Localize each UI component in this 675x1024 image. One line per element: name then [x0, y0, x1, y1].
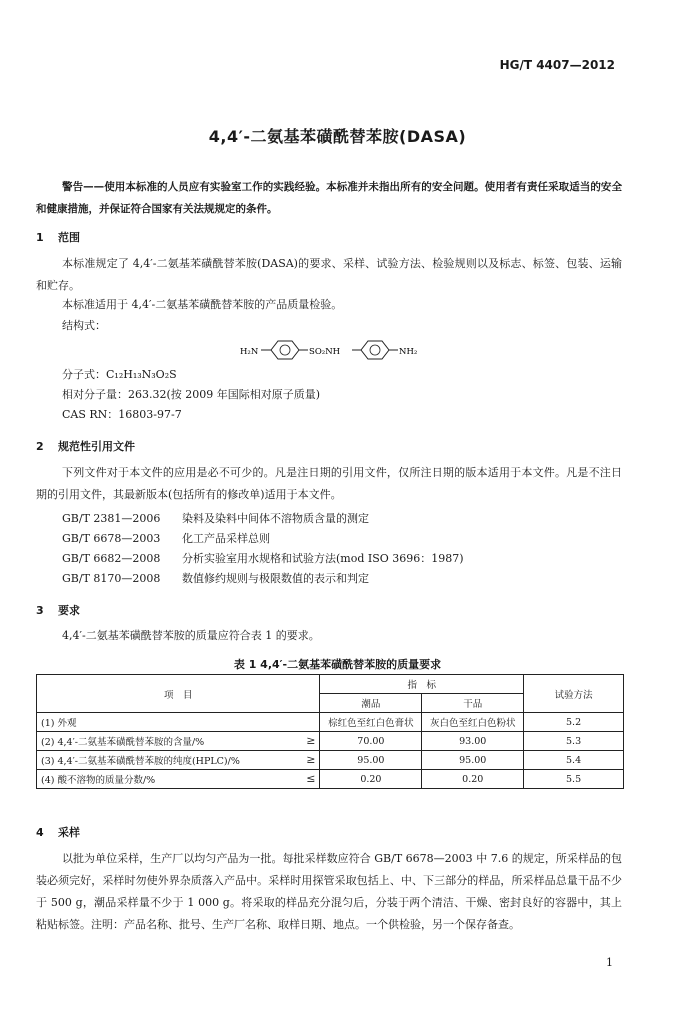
reference-title: 染料及染料中间体不溶物质含量的测定 — [182, 512, 369, 525]
header-dry-product: 干品 — [422, 694, 524, 713]
item-cell — [37, 770, 320, 789]
dry-value: 灰白色至红白色粉状 — [422, 713, 524, 732]
structure-label: 结构式： — [62, 319, 106, 332]
item-label: (4) 酸不溶物的质量分数/% — [41, 775, 156, 786]
comparison-symbol: ≤ — [306, 772, 316, 785]
reference-title: 分析实验室用水规格和试验方法(mod ISO 3696：1987) — [182, 552, 464, 565]
table-row — [37, 751, 624, 770]
comparison-symbol: ≥ — [306, 734, 316, 747]
section-3-heading — [36, 602, 80, 618]
comparison-symbol: ≥ — [306, 753, 316, 766]
cas-number: CAS RN：16803-97-7 — [62, 408, 182, 421]
wet-value: 0.20 — [320, 770, 422, 789]
reference-code: GB/T 2381—2006 — [62, 512, 161, 525]
item-cell — [37, 713, 320, 732]
aromatic-circle — [370, 345, 380, 355]
section-title: 采样 — [58, 826, 80, 839]
section-number: 2 — [36, 440, 44, 453]
molecular-weight: 相对分子量：263.32(按 2009 年国际相对原子质量) — [62, 388, 321, 401]
header-index: 指 标 — [320, 675, 524, 694]
item-cell — [37, 732, 320, 751]
header-item: 项 目 — [37, 675, 320, 713]
scope-applicability: 本标准适用于 4,4′-二氨基苯磺酰替苯胺的产品质量检验。 — [62, 298, 343, 311]
header-test-method: 试验方法 — [524, 675, 624, 713]
table-row — [37, 770, 624, 789]
wet-value: 95.00 — [320, 751, 422, 770]
item-label: (3) 4,4′-二氨基苯磺酰替苯胺的纯度(HPLC)/% — [41, 756, 240, 767]
document-title: 4,4′-二氨基苯磺酰替苯胺(DASA) — [208, 127, 467, 146]
sulfonamide-group: SO₂NH — [309, 347, 341, 357]
section-title: 规范性引用文件 — [58, 440, 135, 453]
amine-group-left: H₂N — [240, 347, 259, 357]
reference-item — [62, 530, 270, 546]
table-title: 表 1 4,4′-二氨基苯磺酰替苯胺的质量要求 — [233, 658, 442, 671]
reference-title: 化工产品采样总则 — [182, 532, 270, 545]
method-ref: 5.2 — [524, 713, 624, 732]
method-ref: 5.3 — [524, 732, 624, 751]
quality-requirements-table — [36, 674, 624, 789]
section-1-heading — [36, 229, 80, 245]
normative-references-paragraph: 下列文件对于本文件的应用是必不可少的。凡是注日期的引用文件，仅所注日期的版本适用于本文件。凡是不注日期的引用文件，其最新版本(包括所有的修改单)适用于本文件。 — [36, 466, 622, 501]
table-header-row — [37, 675, 624, 694]
section-2-heading — [36, 438, 135, 454]
dry-value: 95.00 — [422, 751, 524, 770]
item-cell — [37, 751, 320, 770]
standard-code: HG/T 4407—2012 — [499, 58, 615, 72]
reference-title: 数值修约规则与极限数值的表示和判定 — [182, 572, 369, 585]
section-title: 范围 — [58, 231, 80, 244]
aromatic-circle — [280, 345, 290, 355]
wet-value: 70.00 — [320, 732, 422, 751]
table-row — [37, 732, 624, 751]
wet-value: 棕红色至红白色膏状 — [320, 713, 422, 732]
sampling-paragraph: 以批为单位采样，生产厂以均匀产品为一批。每批采样数应符合 GB/T 6678—2003 中 7.6 的规定，所采样品的包装必须完好，采样时勿使外界杂质落入产品中。采样时用探管采取包括上、中、下三部分的样品，所采样品总量干品不少于 500 g，潮品采样量不少于 1 000 g。将采取的样品充分混匀后，分装于两个清洁、干燥、密封良好的容器中，其上粘贴标签。注明：产品名称、批号、生产厂名称、取样日期、地点。一个供检验，另一个保存备查。 — [36, 852, 622, 931]
scope-paragraph: 本标准规定了 4,4′-二氨基苯磺酰替苯胺(DASA)的要求、采样、试验方法、检验规则以及标志、标签、包装、运输和贮存。 — [36, 257, 622, 292]
reference-item — [62, 550, 464, 566]
reference-code: GB/T 6678—2003 — [62, 532, 161, 545]
section-title: 要求 — [58, 604, 80, 617]
method-ref: 5.4 — [524, 751, 624, 770]
benzene-ring-right — [361, 341, 389, 359]
structural-formula-diagram — [240, 337, 470, 363]
requirements-paragraph: 4,4′-二氨基苯磺酰替苯胺的质量应符合表 1 的要求。 — [62, 629, 320, 642]
page-number: 1 — [606, 956, 613, 969]
section-4-heading — [36, 824, 80, 840]
section-number: 4 — [36, 826, 44, 839]
section-number: 3 — [36, 604, 44, 617]
amine-group-right: NH₂ — [399, 347, 418, 357]
dry-value: 0.20 — [422, 770, 524, 789]
item-label: (1) 外观 — [41, 718, 77, 729]
item-label: (2) 4,4′-二氨基苯磺酰替苯胺的含量/% — [41, 737, 205, 748]
method-ref: 5.5 — [524, 770, 624, 789]
reference-item — [62, 570, 369, 586]
structural-formula — [240, 337, 470, 363]
header-wet-product: 潮品 — [320, 694, 422, 713]
table-row — [37, 713, 624, 732]
reference-code: GB/T 6682—2008 — [62, 552, 161, 565]
reference-code: GB/T 8170—2008 — [62, 572, 161, 585]
section-number: 1 — [36, 231, 44, 244]
reference-item — [62, 510, 369, 526]
warning-paragraph: 警告——使用本标准的人员应有实验室工作的实践经验。本标准并未指出所有的安全问题。使用者有责任采取适当的安全和健康措施，并保证符合国家有关法规规定的条件。 — [36, 181, 622, 215]
benzene-ring-left — [271, 341, 299, 359]
molecular-formula: 分子式：C₁₂H₁₃N₃O₂S — [62, 368, 177, 381]
dry-value: 93.00 — [422, 732, 524, 751]
